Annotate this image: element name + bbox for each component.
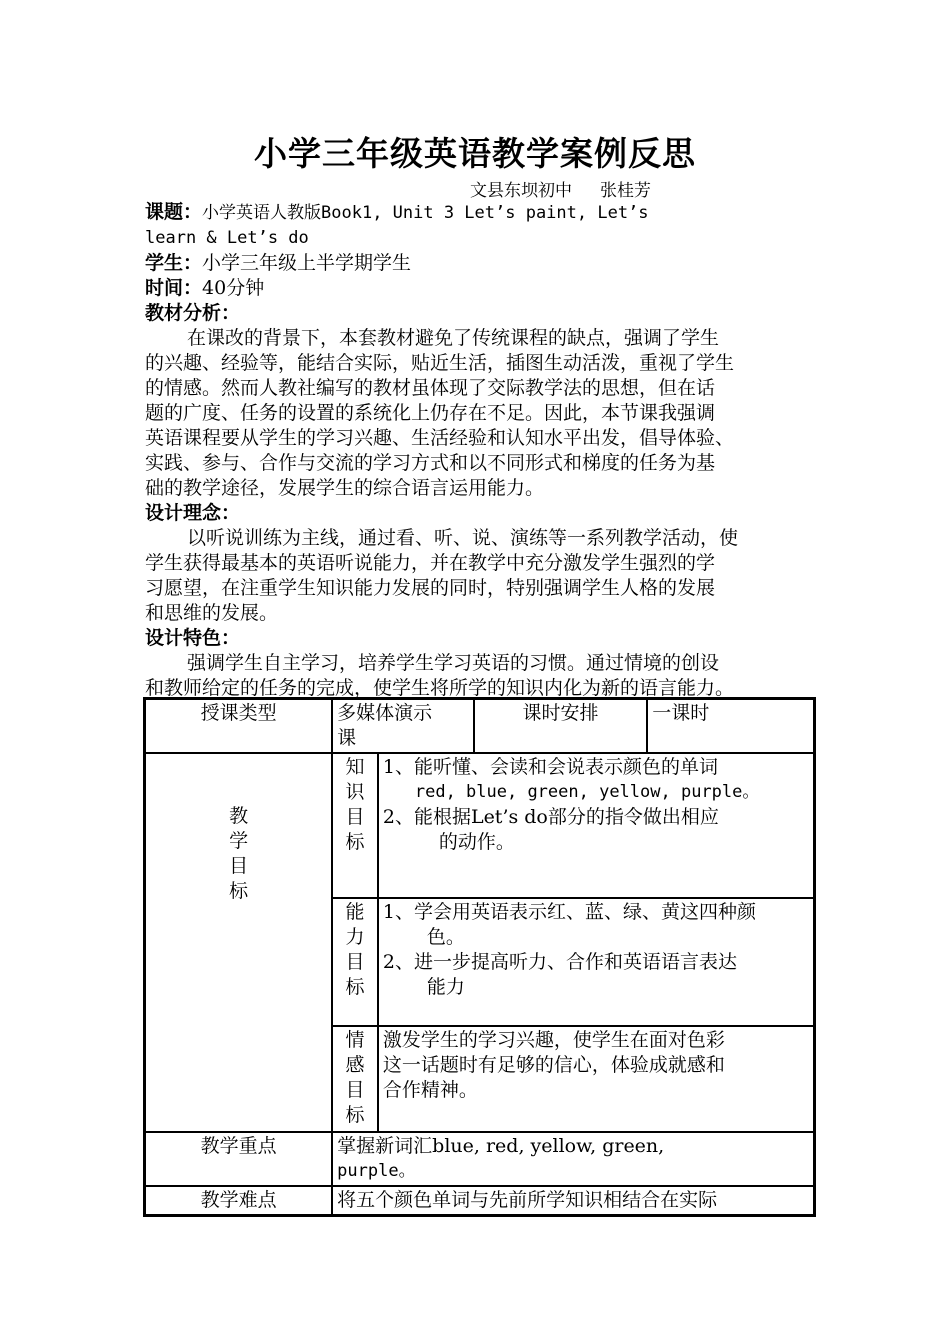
key-points-label: 教学重点 — [145, 1132, 332, 1186]
paragraph-line: 习愿望，在注重学生知识能力发展的同时，特别强调学生人格的发展 — [145, 577, 716, 599]
vertical-char: 情 — [345, 1029, 365, 1051]
topic-line — [145, 200, 820, 226]
time-line — [145, 276, 820, 301]
vertical-char: 学 — [229, 830, 249, 852]
paragraph-line: 在课改的背景下，本套教材避免了传统课程的缺点，强调了学生 — [187, 327, 720, 349]
key-points-content — [332, 1132, 814, 1186]
difficulty-content: 将五个颜色单词与先前所学知识相结合在实际 — [332, 1186, 814, 1215]
topic-value: 小学英语人教版Book1, Unit 3 Let’s paint, Let’s — [202, 203, 649, 223]
key-points-line: 掌握新词汇blue, red, yellow, green, — [337, 1135, 665, 1157]
table-row — [145, 1186, 814, 1215]
schedule-label: 课时安排 — [474, 699, 648, 753]
goal-item-cont: red, blue, green, yellow, purple。 — [414, 782, 760, 802]
paragraph-line: 的情感。然而人教社编写的教材虽体现了交际教学法的思想，但在话 — [145, 377, 716, 399]
vertical-char: 力 — [345, 926, 365, 948]
document-body — [145, 200, 820, 701]
goal-item-cont: 的动作。 — [438, 831, 515, 853]
author-line — [470, 176, 651, 201]
vertical-char: 标 — [345, 1104, 365, 1126]
table-row — [145, 753, 814, 898]
paragraph-line: 和教师给定的任务的完成，使学生将所学的知识内化为新的语言能力。 — [145, 677, 735, 699]
paragraph-line: 学生获得最基本的英语听说能力，并在教学中充分激发学生强烈的学 — [145, 552, 716, 574]
goal-item-cont: 色。 — [426, 926, 465, 948]
schedule-value: 一课时 — [647, 699, 814, 753]
vertical-char: 目 — [345, 806, 365, 828]
vertical-char: 标 — [345, 976, 365, 998]
time-label: 时间： — [145, 277, 203, 299]
lesson-type-value-line: 多媒体演示 — [337, 702, 433, 724]
lesson-plan-table — [143, 697, 816, 1217]
vertical-char: 教 — [229, 805, 249, 827]
vertical-char: 目 — [229, 855, 249, 877]
goal-item: 1、能听懂、会读和会说表示颜色的单词 — [382, 756, 718, 778]
goal-item: 1、学会用英语表示红、蓝、绿、黄这四种颜 — [382, 901, 756, 923]
ability-goals-content — [378, 898, 814, 1026]
paragraph-line: 强调学生自主学习，培养学生学习英语的习惯。通过情境的创设 — [187, 652, 720, 674]
vertical-char: 目 — [345, 1079, 365, 1101]
paragraph-line: 英语课程要从学生的学习兴趣、生活经验和认知水平出发，倡导体验、 — [145, 427, 735, 449]
goal-line: 这一话题时有足够的信心，体验成就感和 — [382, 1054, 725, 1076]
ability-goals-label — [332, 898, 378, 1026]
knowledge-goals-label — [332, 753, 378, 898]
lesson-type-label: 授课类型 — [145, 699, 332, 753]
analysis-label: 教材分析： — [145, 302, 241, 324]
goal-item: 2、进一步提高听力、合作和英语语言表达 — [382, 951, 737, 973]
emotion-goals-label — [332, 1026, 378, 1132]
author-name: 张桂芳 — [600, 181, 651, 201]
time-value: 40分钟 — [202, 277, 265, 299]
student-value: 小学三年级上半学期学生 — [202, 252, 412, 274]
paragraph-line: 实践、参与、合作与交流的学习方式和以不同形式和梯度的任务为基 — [145, 452, 716, 474]
topic-label: 课题： — [145, 201, 203, 223]
emotion-goals-content — [378, 1026, 814, 1132]
paragraph-line: 题的广度、任务的设置的系统化上仍存在不足。因此，本节课我强调 — [145, 402, 716, 424]
goal-line: 激发学生的学习兴趣，使学生在面对色彩 — [382, 1029, 725, 1051]
paragraph-line: 的兴趣、经验等，能结合实际，贴近生活，插图生动活泼，重视了学生 — [145, 352, 735, 374]
features-label: 设计特色： — [145, 627, 241, 649]
teaching-goals-label — [145, 753, 332, 1132]
vertical-char: 感 — [345, 1054, 365, 1076]
lesson-type-value-line: 课 — [337, 727, 357, 749]
key-points-line: purple。 — [337, 1161, 416, 1181]
vertical-char: 知 — [345, 756, 365, 778]
goal-item-cont: 能力 — [426, 976, 465, 998]
table-row — [145, 699, 814, 753]
knowledge-goals-content — [378, 753, 814, 898]
difficulty-label: 教学难点 — [145, 1186, 332, 1215]
topic-value-cont: learn & Let’s do — [145, 228, 309, 248]
vertical-char: 识 — [345, 781, 365, 803]
goal-line: 合作精神。 — [382, 1079, 478, 1101]
table-row — [145, 1132, 814, 1186]
vertical-char: 标 — [229, 880, 249, 902]
author-school: 文县东坝初中 — [470, 181, 572, 201]
goal-item: 2、能根据Let’s do部分的指令做出相应 — [382, 806, 719, 828]
student-line — [145, 251, 820, 276]
concept-label: 设计理念： — [145, 502, 241, 524]
vertical-char: 能 — [345, 901, 365, 923]
document-title: 小学三年级英语教学案例反思 — [254, 134, 696, 173]
vertical-char: 标 — [345, 831, 365, 853]
vertical-char: 目 — [345, 951, 365, 973]
paragraph-line: 础的教学途径，发展学生的综合语言运用能力。 — [145, 477, 545, 499]
concept-paragraph — [145, 526, 820, 626]
analysis-paragraph — [145, 326, 820, 501]
paragraph-line: 以听说训练为主线，通过看、听、说、演练等一系列教学活动，使 — [187, 527, 739, 549]
paragraph-line: 和思维的发展。 — [145, 602, 279, 624]
features-paragraph — [145, 651, 820, 701]
student-label: 学生： — [145, 252, 203, 274]
lesson-type-value — [332, 699, 473, 753]
